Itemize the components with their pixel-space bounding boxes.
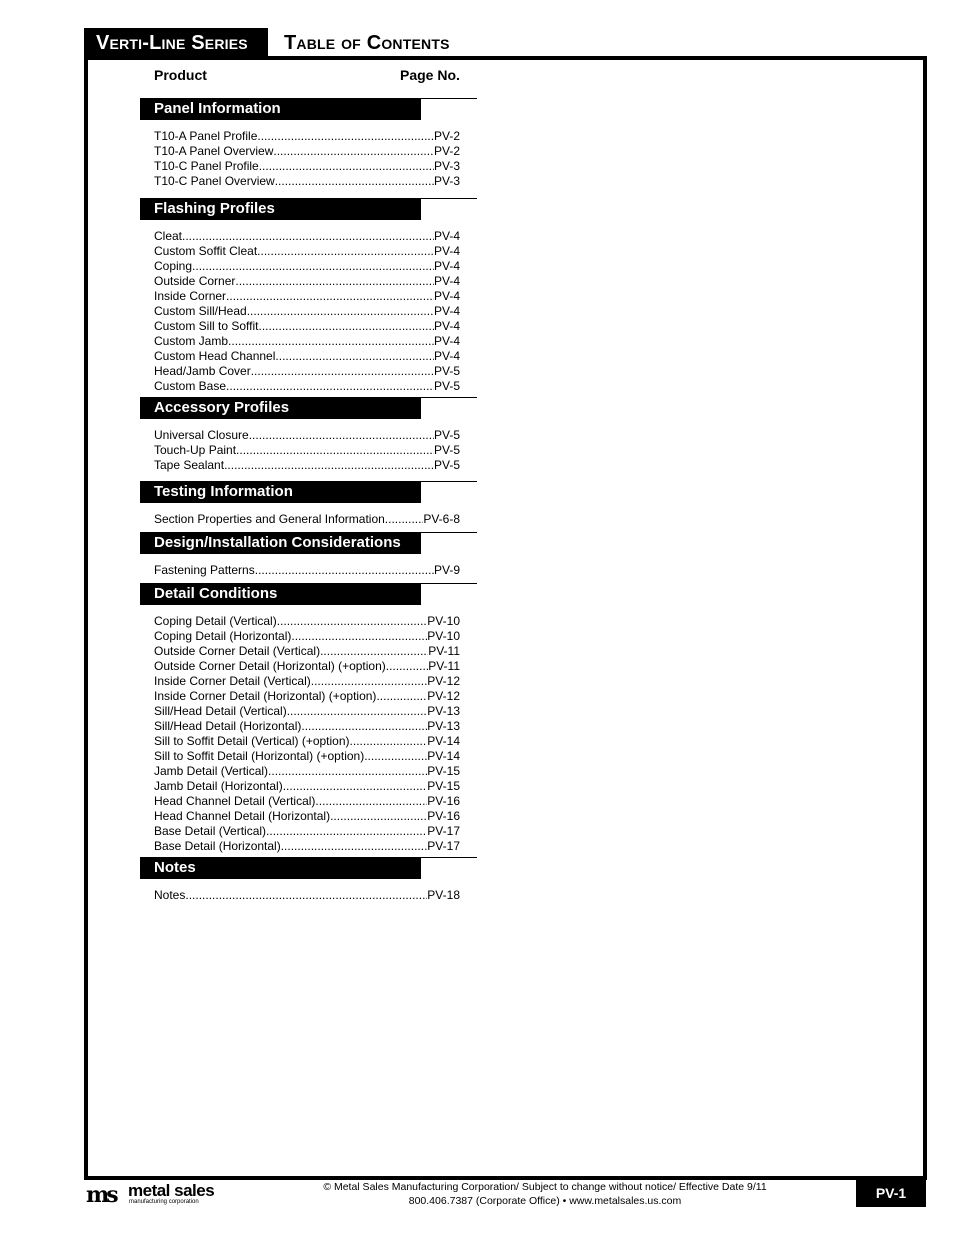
dot-leader [192, 259, 434, 274]
toc-entry-page: PV-16 [427, 794, 460, 808]
section-entries [140, 229, 460, 394]
footer-copyright: © Metal Sales Manufacturing Corporation/ Subject to change without notice/ Effective Date 9/11 [323, 1181, 767, 1193]
toc-section [140, 583, 477, 854]
section-header [140, 857, 477, 879]
toc-entry-name: T10-C Panel Profile [154, 159, 259, 173]
section-header [140, 481, 477, 503]
toc-entry [154, 794, 460, 809]
dot-leader [301, 719, 427, 734]
toc-entry [154, 379, 460, 394]
toc-entry-name: Inside Corner Detail (Horizontal) (+option) [154, 689, 377, 703]
toc-entry-name: Inside Corner [154, 289, 227, 303]
toc-entry [154, 563, 460, 578]
toc-section [140, 198, 477, 394]
dot-leader [249, 428, 434, 443]
toc-section [140, 857, 477, 903]
toc-entry-name: Inside Corner Detail (Vertical) [154, 674, 311, 688]
dot-leader [330, 809, 427, 824]
toc-section [140, 532, 477, 578]
toc-entry-name: Custom Head Channel [154, 349, 276, 363]
dot-leader [257, 244, 434, 259]
toc-entry-name: Outside Corner [154, 274, 236, 288]
dot-leader [275, 174, 434, 189]
toc-entry-page: PV-4 [433, 244, 460, 258]
toc-entry [154, 319, 460, 334]
toc-entry-name: Base Detail (Horizontal) [154, 839, 281, 853]
toc-entry-page: PV-12 [427, 689, 460, 703]
toc-entry [154, 674, 460, 689]
toc-entry-name: Sill to Soffit Detail (Vertical) (+option) [154, 734, 350, 748]
toc-entry-name: Coping [154, 259, 193, 273]
dot-leader [364, 749, 427, 764]
dot-leader [266, 824, 427, 839]
series-title [84, 28, 268, 56]
dot-leader [247, 304, 434, 319]
section-title: Detail Conditions [140, 584, 421, 605]
series-title-part: L [149, 32, 162, 54]
series-title-part: - [142, 32, 150, 54]
dot-leader [251, 364, 434, 379]
toc-entry-page: PV-4 [433, 304, 460, 318]
toc-entry-name: Outside Corner Detail (Horizontal) (+option) [154, 659, 386, 673]
toc-entry-name: Universal Closure [154, 428, 249, 442]
toc-entry-name: Custom Sill/Head [154, 304, 247, 318]
toc-entry-name: Coping Detail (Vertical) [154, 614, 277, 628]
toc-entry-page: PV-5 [433, 443, 460, 457]
toc-entry-page: PV-5 [433, 458, 460, 472]
toc-entry [154, 614, 460, 629]
toc-entry-page: PV-12 [427, 674, 460, 688]
toc-entry-name: Custom Sill to Soffit [154, 319, 259, 333]
toc-entry-page: PV-10 [427, 629, 460, 643]
section-entries [140, 563, 460, 578]
toc-entry [154, 274, 460, 289]
section-title: Testing Information [140, 482, 421, 503]
toc-entry-page: PV-18 [427, 888, 460, 902]
logo-name: metal sales [128, 1181, 215, 1200]
page-title-part: able of [296, 32, 367, 54]
dot-leader [273, 144, 434, 159]
logo-subtitle: manufacturing corporation [129, 1199, 199, 1205]
toc-entry-name: Head Channel Detail (Horizontal) [154, 809, 331, 823]
toc-entry-page: PV-4 [433, 289, 460, 303]
dot-leader [224, 458, 434, 473]
toc-entry-page: PV-15 [427, 779, 460, 793]
series-title-part: erti [109, 32, 143, 54]
company-logo [84, 1180, 244, 1208]
section-entries [140, 512, 460, 527]
section-header [140, 583, 477, 605]
toc-entry-page: PV-11 [428, 659, 460, 673]
footer-contact: 800.406.7387 (Corporate Office) • www.metalsales.us.com [408, 1195, 682, 1207]
toc-entry-page: PV-3 [433, 159, 460, 173]
toc-entry [154, 289, 460, 304]
toc-entry [154, 644, 460, 659]
toc-entry-name: Coping Detail (Horizontal) [154, 629, 292, 643]
toc-entry-page: PV-4 [433, 349, 460, 363]
dot-leader [386, 659, 428, 674]
toc-entry [154, 839, 460, 854]
section-title: Notes [140, 858, 421, 879]
toc-entry-name: Base Detail (Vertical) [154, 824, 267, 838]
toc-entry-page: PV-9 [433, 563, 460, 577]
dot-leader [320, 644, 428, 659]
toc-entry [154, 129, 460, 144]
section-header [140, 397, 477, 419]
series-title-part: ine [161, 32, 186, 54]
toc-entry [154, 704, 460, 719]
toc-entry [154, 689, 460, 704]
dot-leader [228, 334, 434, 349]
toc-entry [154, 443, 460, 458]
footer-text [300, 1180, 790, 1208]
section-title: Design/Installation Considerations [140, 533, 421, 554]
toc-entry-page: PV-3 [433, 174, 460, 188]
dot-leader [235, 274, 434, 289]
dot-leader [275, 349, 434, 364]
toc-entry-page: PV-17 [427, 839, 460, 853]
toc-entry-page: PV-16 [427, 809, 460, 823]
toc-entry [154, 764, 460, 779]
toc-entry [154, 809, 460, 824]
toc-entry [154, 629, 460, 644]
toc-entry-page: PV-11 [428, 644, 460, 658]
section-header [140, 98, 477, 120]
dot-leader [315, 794, 427, 809]
toc-entry [154, 144, 460, 159]
toc-entry [154, 159, 460, 174]
section-title: Panel Information [140, 99, 421, 120]
dot-leader [236, 443, 434, 458]
dot-leader [291, 629, 427, 644]
toc-entry-name: Tape Sealant [154, 458, 225, 472]
toc-entry-name: Fastening Patterns [154, 563, 255, 577]
toc-entry [154, 229, 460, 244]
toc-entry-name: T10-C Panel Overview [154, 174, 275, 188]
logo-mark-icon: ms [86, 1182, 116, 1208]
toc-entry [154, 779, 460, 794]
dot-leader [350, 734, 428, 749]
dot-leader [281, 839, 428, 854]
toc-entry-page: PV-5 [433, 428, 460, 442]
toc-entry-name: Outside Corner Detail (Vertical) [154, 644, 321, 658]
toc-entry-page: PV-4 [433, 334, 460, 348]
toc-entry-name: Sill/Head Detail (Horizontal) [154, 719, 302, 733]
dot-leader [268, 764, 427, 779]
toc-entry [154, 734, 460, 749]
toc-entry [154, 719, 460, 734]
dot-leader [385, 512, 424, 527]
toc-entry [154, 259, 460, 274]
toc-entry-page: PV-14 [427, 734, 460, 748]
column-header-product: Product [154, 67, 207, 83]
toc-entry-page: PV-10 [427, 614, 460, 628]
column-header-page-no: Page No. [400, 67, 460, 83]
toc-entry-name: Custom Base [154, 379, 227, 393]
section-header [140, 532, 477, 554]
dot-leader [277, 614, 428, 629]
toc-entry-page: PV-4 [433, 274, 460, 288]
page-title-part: T [284, 32, 297, 54]
toc-entry [154, 428, 460, 443]
section-header [140, 198, 477, 220]
dot-leader [283, 779, 428, 794]
toc-entry [154, 244, 460, 259]
toc-entry-name: T10-A Panel Overview [154, 144, 274, 158]
toc-entry [154, 349, 460, 364]
toc-entry-name: Jamb Detail (Horizontal) [154, 779, 283, 793]
toc-entry [154, 304, 460, 319]
toc-entry-name: T10-A Panel Profile [154, 129, 258, 143]
toc-entry-page: PV-17 [427, 824, 460, 838]
dot-leader [259, 159, 434, 174]
series-title-part: eries [204, 32, 248, 54]
toc-entry-name: Notes [154, 888, 186, 902]
toc-entry-page: PV-2 [433, 144, 460, 158]
toc-entry [154, 364, 460, 379]
toc-entry-name: Head Channel Detail (Vertical) [154, 794, 316, 808]
toc-entry [154, 888, 460, 903]
toc-entry-page: PV-14 [427, 749, 460, 763]
toc-entry-name: Sill/Head Detail (Vertical) [154, 704, 287, 718]
dot-leader [311, 674, 428, 689]
series-title-part: V [96, 32, 110, 54]
page-number: PV-1 [856, 1180, 926, 1207]
section-entries [140, 129, 460, 189]
toc-entry-name: Jamb Detail (Vertical) [154, 764, 269, 778]
dot-leader [182, 229, 434, 244]
dot-leader [287, 704, 428, 719]
toc-entry-page: PV-4 [433, 229, 460, 243]
section-entries [140, 428, 460, 473]
dot-leader [185, 888, 427, 903]
toc-entry-name: Touch-Up Paint [154, 443, 237, 457]
toc-entry [154, 334, 460, 349]
toc-entry-page: PV-4 [433, 319, 460, 333]
section-entries [140, 888, 460, 903]
toc-entry-page: PV-13 [427, 704, 460, 718]
toc-entry-page: PV-15 [427, 764, 460, 778]
dot-leader [258, 319, 434, 334]
toc-section [140, 98, 477, 189]
toc-entry-name: Custom Jamb [154, 334, 229, 348]
dot-leader [226, 289, 434, 304]
toc-entry [154, 659, 460, 674]
toc-entry-page: PV-13 [427, 719, 460, 733]
toc-entry-name: Sill to Soffit Detail (Horizontal) (+option) [154, 749, 365, 763]
toc-entry-page: PV-5 [433, 364, 460, 378]
toc-entry-name: Section Properties and General Information [154, 512, 385, 526]
dot-leader [257, 129, 434, 144]
toc-entry-page: PV-2 [433, 129, 460, 143]
toc-entry-page: PV-4 [433, 259, 460, 273]
toc-entry [154, 749, 460, 764]
dot-leader [376, 689, 427, 704]
section-entries [140, 614, 460, 854]
dot-leader [255, 563, 434, 578]
toc-entry [154, 458, 460, 473]
toc-entry-name: Custom Soffit Cleat [154, 244, 258, 258]
toc-entry [154, 824, 460, 839]
toc-entry [154, 512, 460, 527]
series-title-part: S [185, 32, 205, 54]
page-title [284, 28, 450, 56]
section-title: Flashing Profiles [140, 199, 421, 220]
toc-entry-name: Head/Jamb Cover [154, 364, 251, 378]
dot-leader [226, 379, 434, 394]
toc-entry-name: Cleat [154, 229, 183, 243]
toc-section [140, 397, 477, 473]
toc-entry [154, 174, 460, 189]
toc-entry-page: PV-6-8 [423, 512, 460, 526]
toc-entry-page: PV-5 [433, 379, 460, 393]
toc-section [140, 481, 477, 527]
page-title-part: ontents [381, 32, 450, 54]
section-title: Accessory Profiles [140, 398, 421, 419]
page-title-part: C [366, 32, 382, 54]
